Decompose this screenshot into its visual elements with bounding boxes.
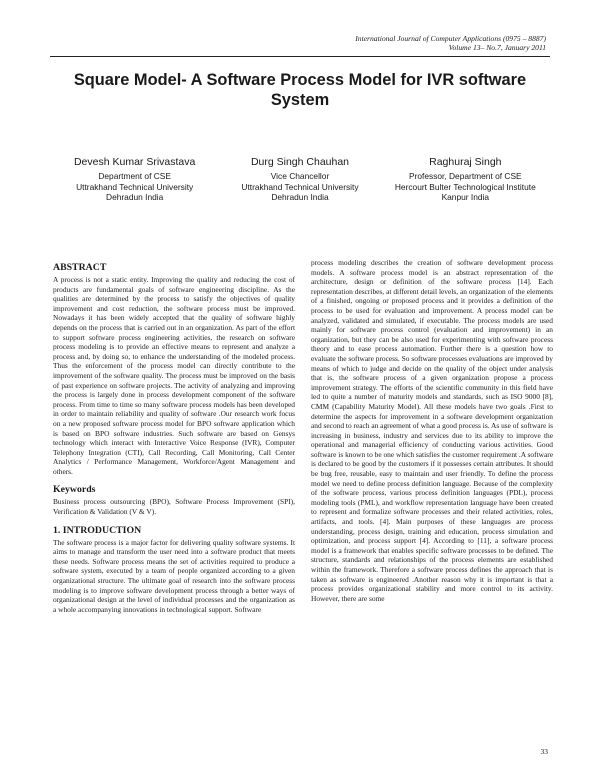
paper-title: Square Model- A Software Process Model for IVR software System	[73, 71, 527, 109]
journal-volume: Volume 13– No.7, January 2011	[448, 43, 546, 53]
journal-header	[355, 34, 546, 53]
abstract-heading: ABSTRACT	[53, 262, 107, 273]
author-2	[217, 156, 382, 203]
right-column	[311, 258, 553, 603]
author-affiliation-line: Dehradun India	[271, 192, 329, 203]
author-affiliation-line: Vice Chancellor	[270, 171, 330, 181]
author-name: Devesh Kumar Srivastava	[73, 156, 196, 168]
header-rule	[50, 56, 550, 57]
keywords-text: Business process outsourcing (BPO), Software Process Improvement (SPI), Verification & Validation (V & V).	[53, 497, 295, 517]
right-column-text: process modeling describes the creation of software development process models. A software process model is an abstract representation of the architecture, design or definition of the software process [14]. Each representation describes, at different detail levels, an organization of the elements of a finished, ongoing or proposed process and it provides a definition of the process to be used for evaluation and improvement. A process model can be analyzed, validated and simulated, if executable. The process models are used mainly for software process control (evaluation and improvement) in an organization, but they can be also used for experimenting with software process theory and to ease process automation. Further there is a question how to evaluate the software process. So software processes evaluations are improved by means of which to judge and decide on the quality of the object under analysis that is, the software process of a given organization propose a process improvement strategy. The efforts of the scientific community in this field have led to quite a number of maturity models and standards, such as ISO 9000 [8], CMM (Capability Maturity Model). All these models have two goals .First to determine the aspects for improvement in a software development organization and second to reach an agreement of what a good process is. As use of software is increasing in business, industry and services due to its ability to improve the operational and managerial efficiency of conducting various activities. Good software is known to be one which satisfies the customer requirement .A software is declared to be good by the customers if it possesses certain attributes. It should be bug free, reusable, easy to maintain and user friendly. To define the process model we need to define process definition language. Because of the complexity of the software process, various process definition languages (PDL), process modeling tools (PML), and workflow representation language have been created to represent and formalize software processes and their related activities, roles, artifacts, and tools. [4]. Main purposes of these languages are process understanding, process design, training and education, process simulation and optimization, and process support [4]. According to [11], a software process model is a framework that enables specific software processes to be defined. The structure, standards and relationships of the process elements are established within the framework. Therefore a software process defines the approach that is taken as software is engineered .Another reason why it is important is that a process provides organizational stability and more control to its activity. However, there are some	[311, 258, 553, 603]
section-spacer	[53, 517, 295, 525]
author-name: Raghuraj Singh	[429, 156, 502, 168]
author-affiliation-line: Uttrakhand Technical University	[76, 181, 194, 192]
author-affiliation-line: Hercourt Bulter Technological Institute	[394, 181, 536, 192]
left-column	[53, 262, 295, 614]
author-affiliation-line: Professor, Department of CSE	[408, 171, 522, 181]
introduction-text: The software process is a major factor for delivering quality software systems. It aims to manage and transform the user need into a software product that meets these needs. Software process means the set of activities required to produce a software system, executed by a team of people organized according to a given organizational structure. The ultimate goal of research into the software process modeling is to improve software development process through a better ways of organizational design at the level of individual processes and the organization as a whole accompanying innovations in technological support. Software	[53, 537, 295, 614]
keywords-heading: Keywords	[53, 484, 96, 496]
author-name: Durg Singh Chauhan	[250, 156, 350, 168]
author-affiliation-line: Uttrakhand Technical University	[241, 181, 359, 192]
author-1	[52, 156, 217, 203]
abstract-text: A process is not a static entity. Improving the quality and reducing the cost of products are fundamental goals of software engineering discipline. As the qualities are determined by the process to satisfy the objectives of quality improvement and cost reduction, the software process must be improved. Nowadays it has been widely accepted that the quality of software highly depends on the process that is carried out in an organization. As part of the effort to support software process engineering activities, the research on software process modeling is to provide an effective means to represent and analyze a process and, by doing so, to enhance the understanding of the modeled process. Thus the enforcement of the process model can directly contribute to the improvement of the software quality. The process must be improved on the basis of past experience on software projects. The activity of analyzing and improving the process is largely done in process development component of the software process. From time to time so many software process models has been developed in order to maintain reliability and quality of software .Our research work focus on a new proposed software process model for BPO software application which is based on BPO software industries. Such software are based on Gensys technology which interact with Interactive Voice Response (IVR), Computer Telephony Integration (CTI), Call Recording, Call Monitoring, Call Center Analytics / Performance Management, Workforce/Agent Management and others.	[53, 275, 295, 476]
author-affiliation-line: Dehradun India	[106, 192, 164, 203]
author-affiliation-line: Department of CSE	[98, 171, 171, 181]
section-spacer	[53, 476, 295, 484]
journal-name: International Journal of Computer Applications (0975 – 8887)	[355, 34, 546, 43]
author-affiliation-line: Kanpur India	[441, 192, 490, 203]
page-number: 33	[540, 747, 548, 756]
author-3	[383, 156, 548, 203]
introduction-heading: 1. INTRODUCTION	[53, 524, 142, 536]
author-block	[52, 156, 548, 203]
